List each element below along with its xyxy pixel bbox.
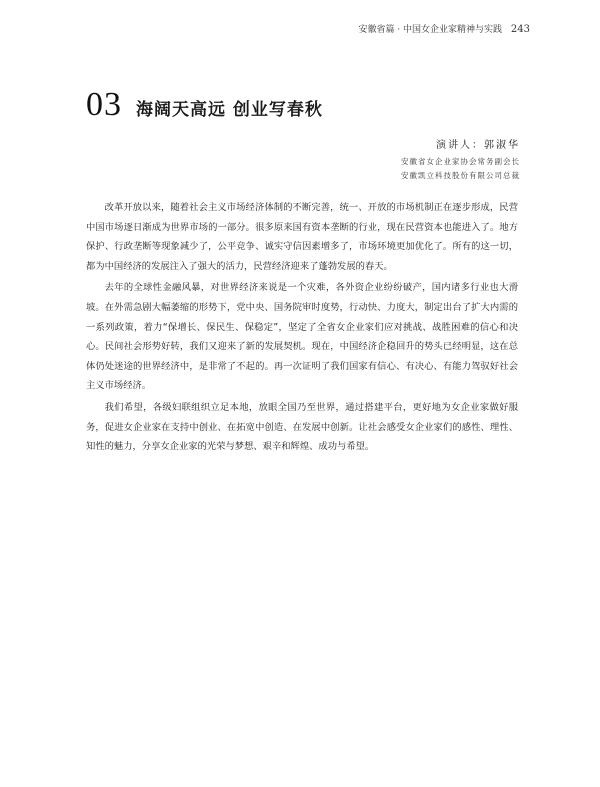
running-title: 安徽省篇 · 中国女企业家精神与实践: [358, 25, 503, 35]
speaker-name: 演讲人：郭淑华: [436, 140, 520, 151]
page-number: 243: [510, 24, 530, 35]
paragraph-1: 改革开放以来，随着社会主义市场经济体制的不断完善，统一、开放的市场机制正在逐步形成，民营中国市场逐日渐成为世界市场的一部分。很多原来国有资本垄断的行业，现在民营资本也能进入了。地方保护、行政垄断等现象减少了，公平竞争、诚实守信因素增多了，市场环境更加优化了。所有的这一切，都为中国经济的发展注入了强大的活力，民营经济迎来了蓬勃发展的春天。: [86, 202, 518, 272]
paragraph-3: 我们希望，各级妇联组织立足本地，放眼全国乃至世界，通过搭建平台，更好地为女企业家做好服务，促进女企业家在支持中创业、在拓宽中创造、在发展中创新。让社会感受女企业家们的感性、理性、知性的魅力，分享女企业家的光荣与梦想、艰辛和辉煌、成功与希望。: [86, 401, 518, 453]
running-header: [358, 22, 530, 35]
speaker-affiliation-2: 安徽凯立科技股份有限公司总裁: [401, 171, 520, 180]
chapter-heading: [86, 86, 323, 124]
chapter-title: 海阔天高远 创业写春秋: [136, 100, 323, 120]
speaker-affiliation-1: 安徽省女企业家协会常务副会长: [401, 157, 520, 166]
article-body: [86, 198, 518, 459]
chapter-number: 03: [86, 86, 122, 123]
paragraph-2: 去年的全球性金融风暴，对世界经济来说是一个灾难，各外资企业纷纷破产，国内诸多行业也大滑坡。在外需急剧大幅萎缩的形势下，党中央、国务院审时度势，行动快、力度大，制定出台了扩大内需的一系列政策，着力“保增长、保民生、保稳定”，坚定了全省女企业家们应对挑战、战胜困难的信心和决心。民间社会形势好转，我们又迎来了新的发展契机。现在，中国经济企稳回升的势头已经明显，这在总体仍处迷途的世界经济中，是非常了不起的。再一次证明了我们国家有信心、有决心、有能力驾驭好社会主义市场经济。: [86, 282, 518, 392]
